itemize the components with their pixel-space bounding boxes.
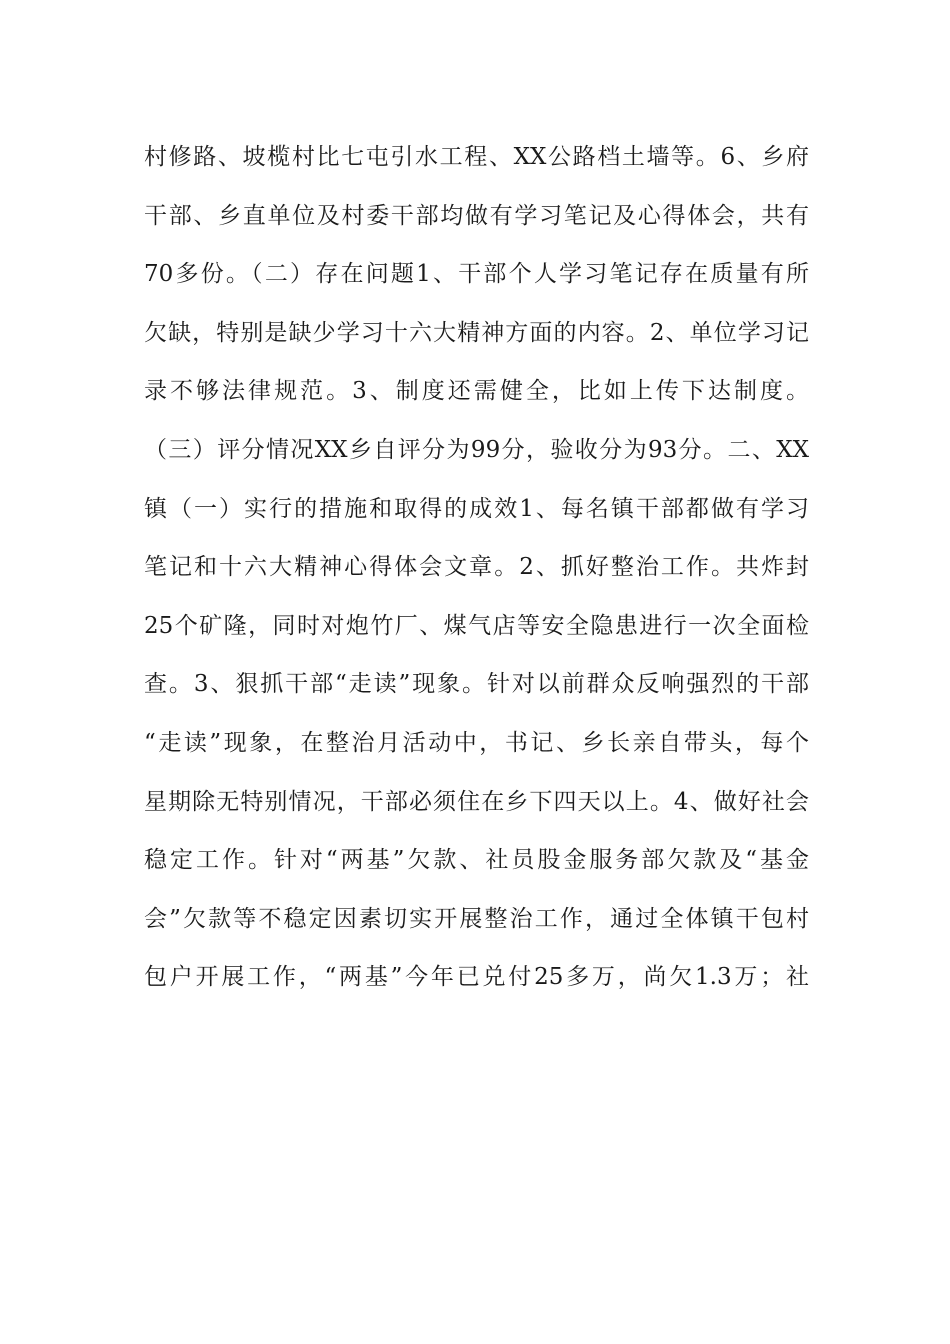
text-line-4: 欠缺，特别是缺少学习十六大精神方面的内容。2、单位学习记 — [144, 319, 809, 346]
text-line-5: 录不够法律规范。3、制度还需健全，比如上传下达制度。 — [144, 378, 809, 405]
text-line-15: 包户开展工作，“两基”今年已兑付25多万，尚欠1.3万；社 — [144, 964, 809, 991]
text-line-13: 稳定工作。针对“两基”欠款、社员股金服务部欠款及“基金 — [144, 847, 809, 874]
text-line-3: 70多份。（二）存在问题1、干部个人学习笔记存在质量有所 — [144, 261, 809, 288]
text-line-12: 星期除无特别情况，干部必须住在乡下四天以上。4、做好社会 — [144, 788, 809, 815]
text-line-9: 25个矿隆，同时对炮竹厂、煤气店等安全隐患进行一次全面检 — [144, 612, 809, 639]
text-line-11: “走读”现象，在整治月活动中，书记、乡长亲自带头，每个 — [144, 729, 809, 756]
body-text — [144, 128, 809, 1007]
text-line-8: 笔记和十六大精神心得体会文章。2、抓好整治工作。共炸封 — [144, 554, 809, 581]
text-line-7: 镇（一）实行的措施和取得的成效1、每名镇干部都做有学习 — [144, 495, 809, 522]
text-line-14: 会”欠款等不稳定因素切实开展整治工作，通过全体镇干包村 — [144, 905, 809, 932]
text-line-1: 村修路、坡榄村比七屯引水工程、XX公路档土墙等。6、乡府 — [144, 144, 809, 170]
text-line-2: 干部、乡直单位及村委干部均做有学习笔记及心得体会，共有 — [144, 202, 809, 229]
text-line-6: （三）评分情况XX乡自评分为99分，验收分为93分。二、XX — [144, 436, 809, 463]
text-line-10: 查。3、狠抓干部“走读”现象。针对以前群众反响强烈的干部 — [144, 671, 809, 698]
